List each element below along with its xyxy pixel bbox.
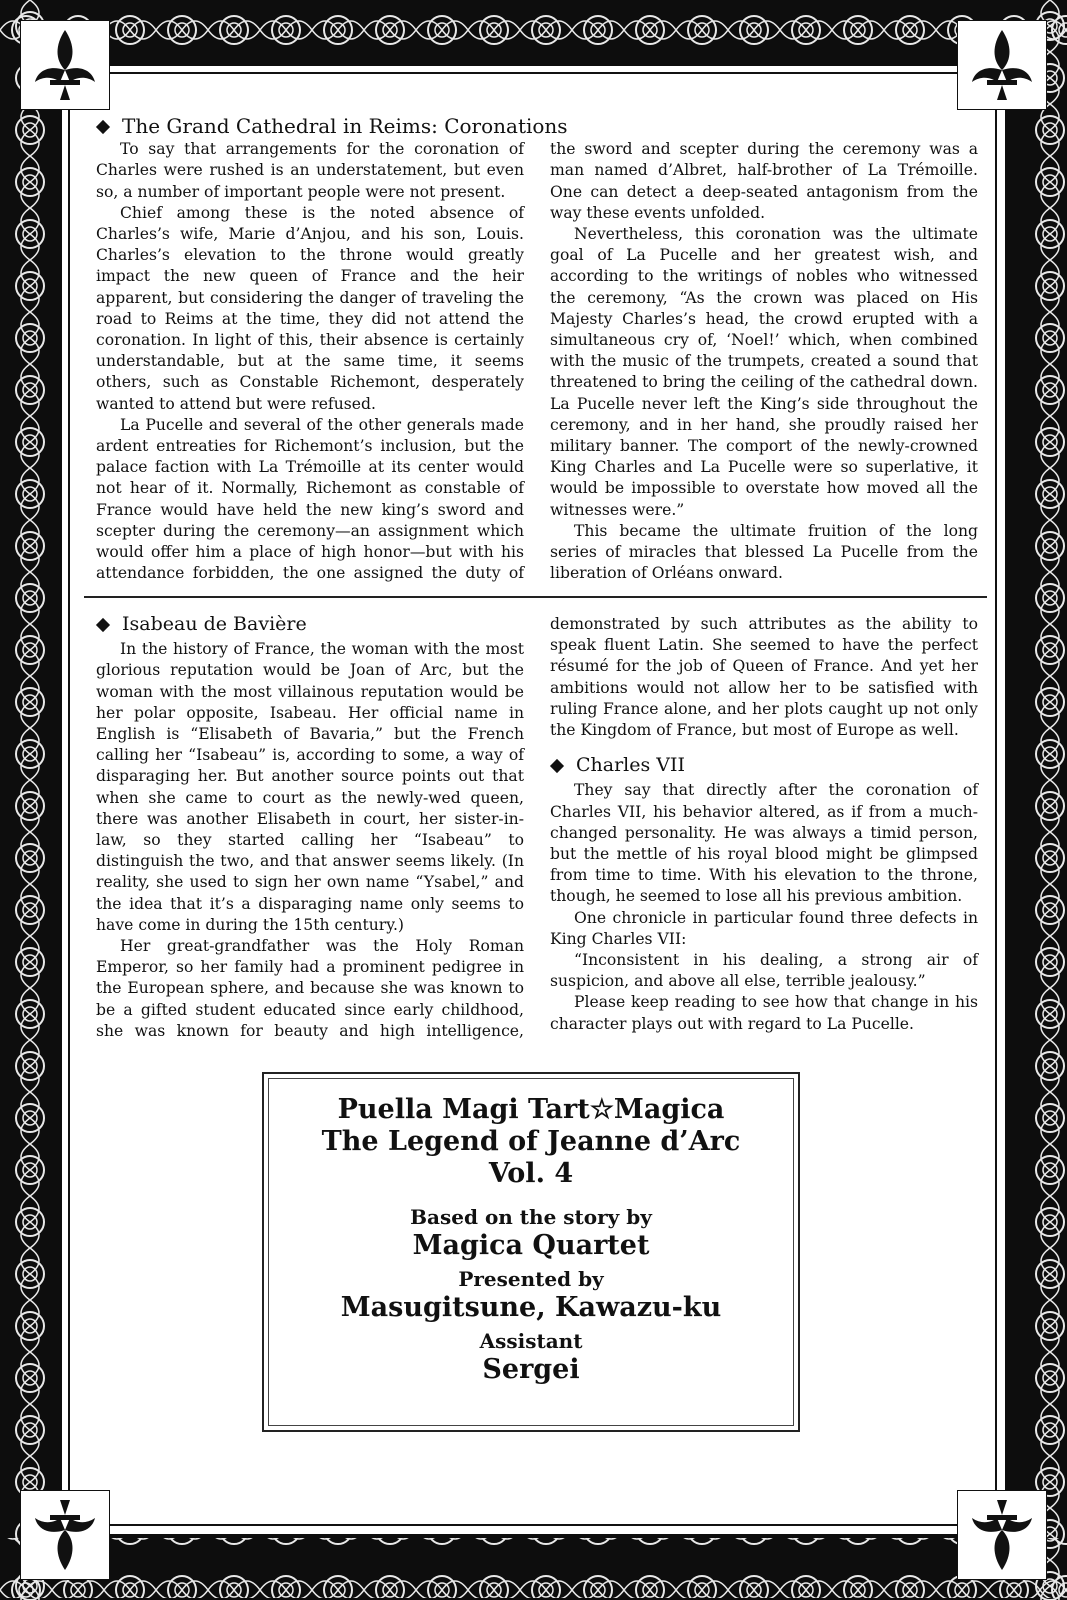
presented-by-name: Masugitsune, Kawazu-ku bbox=[340, 1292, 722, 1323]
paragraph: They say that directly after the coronation of Charles VII, his behavior altered, as if from a much-changed personality. He was always a timid person, but the mettle of his royal blood might be glimpsed from time to time. With his elevation to the throne, though, he seemed to lose all his previous ambition. bbox=[550, 781, 978, 906]
paragraph: Her great-grandfather was the Holy Roman Emperor, so her family had a prominent pedigree in the European sphere, and because she was known to be a gifted student educated since early childhood, she was known for beauty and high intelligence, demonstrated by such attributes as the ability to speak fluent Latin. She seemed to have the perfect résumé for the job of Queen of France. And yet her ambitions would not allow her to be satisfied with ruling France alone, and her plots caught up not only the Kingdom of France, but most of Europe as well. bbox=[96, 615, 978, 1040]
series-subtitle: The Legend of Jeanne d’Arc bbox=[321, 1126, 741, 1157]
section-heading bbox=[96, 116, 978, 137]
paragraph: Chief among these is the noted absence of Charles’s wife, Marie d’Anjou, and his son, Louis. Charles’s elevation to the throne would greatly impact the new queen of France and the heir apparent, but considering the danger of traveling the road to Reims at the time, they did not attend the coronation. In light of this, their absence is certainly understandable, but at the same time, it seems others, such as Constable Richemont, desperately wanted to attend but were refused. bbox=[96, 203, 524, 413]
paragraph: To say that arrangements for the coronation of Charles were rushed is an understatement, but even so, a number of important people were not present. bbox=[96, 140, 524, 201]
assistant-label: Assistant bbox=[479, 1329, 583, 1353]
paragraph: La Pucelle and several of the other generals made ardent entreaties for Richemont’s inclusion, but the palace faction with La Trémoille at its center would not hear of it. Normally, Richemont as constable of France would have held the new king’s sword and scepter during the ceremony—an assignment which would offer him a place of high honor—but with his attendance forbidden, the one assigned the duty of the sword and scepter during the ceremony was a man named d’Albret, half-brother of La Trémoille. One can detect a deep-seated antagonism from the way these events unfolded. bbox=[96, 140, 978, 583]
heading-text: Charles VII bbox=[576, 754, 686, 777]
fleur-de-lis-icon bbox=[20, 20, 110, 110]
section-divider bbox=[84, 596, 987, 598]
heading-text: Isabeau de Bavière bbox=[122, 613, 307, 635]
section-heading bbox=[96, 614, 524, 635]
volume-number: Vol. 4 bbox=[488, 1158, 574, 1189]
presented-by-label: Presented by bbox=[458, 1267, 604, 1291]
fleur-de-lis-icon bbox=[20, 1490, 110, 1580]
fleur-de-lis-icon bbox=[957, 20, 1047, 110]
paragraph: This became the ultimate fruition of the long series of miracles that blessed La Pucelle from the liberation of Orléans onward. bbox=[550, 521, 978, 583]
assistant-name: Sergei bbox=[482, 1354, 580, 1385]
diamond-bullet-icon bbox=[96, 120, 110, 134]
two-column-text bbox=[96, 139, 978, 584]
two-column-text bbox=[96, 614, 978, 1042]
section-heading bbox=[550, 755, 978, 776]
credits bbox=[262, 1094, 800, 1386]
heading-text: The Grand Cathedral in Reims: Coronations bbox=[122, 114, 568, 138]
paragraph: Please keep reading to see how that change in his character plays out with regard to La Pucelle. bbox=[550, 993, 978, 1033]
section-isabeau-charles bbox=[96, 614, 978, 1042]
paragraph: One chronicle in particular found three defects in King Charles VII: bbox=[550, 908, 978, 948]
paragraph: In the history of France, the woman with the most glorious reputation would be Joan of Arc, but the woman with the most villainous reputation would be her polar opposite, Isabeau. Her official name in English is “Elisabeth of Bavaria,” but the French calling her “Isabeau” is, according to some, a way of disparaging her. But another source points out that when she came to court as the newly-wed queen, there was another Elisabeth in court, her sister-in-law, so they started calling her “Isabeau” to distinguish the two, and that answer seems likely. (In reality, she used to sign her own name “Ysabel,” and the idea that it’s a disparaging name only seems to have come in during the 15th century.) bbox=[96, 640, 524, 934]
diamond-bullet-icon bbox=[96, 618, 110, 632]
diamond-bullet-icon bbox=[550, 759, 564, 773]
section-coronations bbox=[96, 116, 978, 584]
paragraph: Nevertheless, this coronation was the ultimate goal of La Pucelle and her greatest wish, and according to the writings of nobles who witnessed the ceremony, “As the crown was placed on His Majesty Charles’s head, the crowd erupted with a simultaneous cry of, ‘Noel!’ which, when combined with the music of the trumpets, created a sound that threatened to bring the ceiling of the cathedral down. La Pucelle never left the King’s side throughout the ceremony, and in her hand, she proudly raised her military banner. The comport of the newly-crowned King Charles and La Pucelle were so superlative, it would be impossible to overstate how moved all the witnesses were.” bbox=[550, 225, 978, 519]
series-title: Puella Magi Tart☆Magica bbox=[337, 1094, 725, 1125]
fleur-de-lis-icon bbox=[957, 1490, 1047, 1580]
based-on-label: Based on the story by bbox=[410, 1205, 652, 1229]
paragraph: “Inconsistent in his dealing, a strong air of suspicion, and above all else, terrible jealousy.” bbox=[550, 951, 978, 991]
based-on-name: Magica Quartet bbox=[412, 1230, 650, 1261]
